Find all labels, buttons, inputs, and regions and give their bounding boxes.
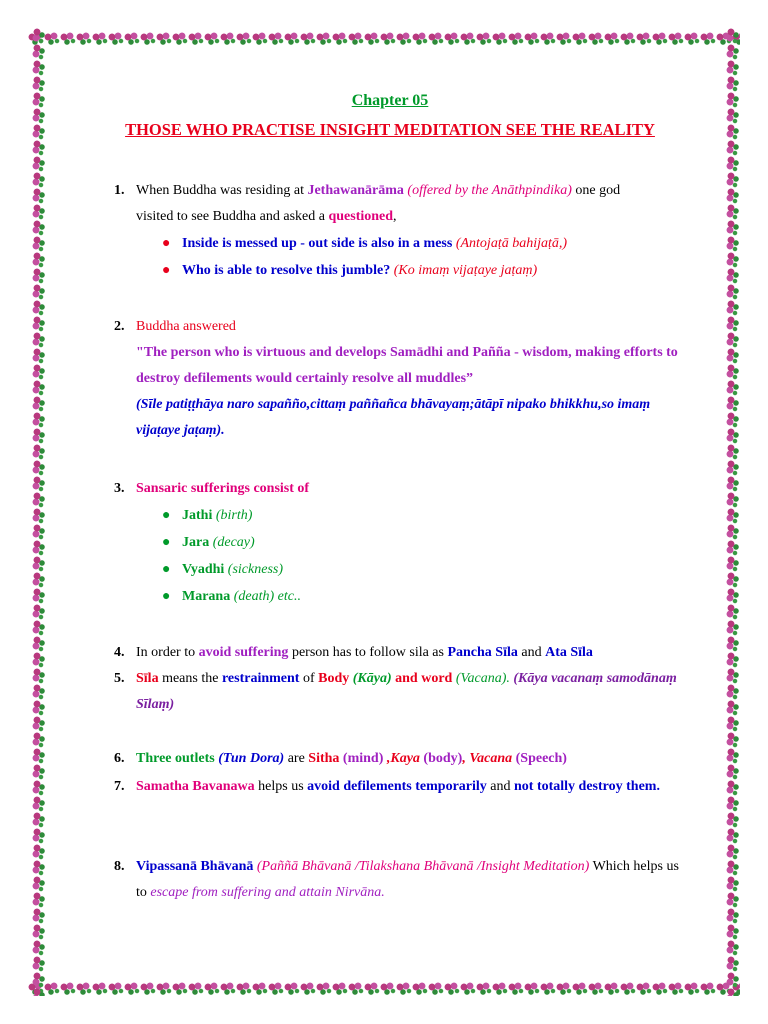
item-heading: Sansaric sufferings consist of (136, 481, 310, 496)
item-heading: Buddha answered (136, 319, 236, 334)
gloss: (birth) (212, 508, 253, 523)
chapter-header (100, 92, 680, 140)
bullet-icon: ● (162, 236, 171, 251)
highlight: escape from suffering and attain Nirvāna. (150, 885, 385, 900)
place-name: Jethawanārāma (307, 183, 404, 198)
bullet-item (162, 556, 680, 583)
pali-text: (Tun Dora) (214, 751, 285, 766)
bullet-icon: ● (162, 562, 171, 577)
list-item-3 (114, 476, 680, 610)
quote-text: "The person who is virtuous and develops Samādhi and Pañña - wisdom, making efforts to destroy defilements would certainly resolve all muddles” (136, 345, 678, 386)
item-number: 8. (114, 859, 125, 874)
chapter-title: THOSE WHO PRACTISE INSIGHT MEDITATION SEE THE REALITY (125, 120, 655, 139)
highlight: Vipassanā Bhāvanā (136, 859, 254, 874)
highlight: , Vacana (462, 751, 513, 766)
flower-border-left (28, 28, 46, 996)
item-number: 3. (114, 481, 125, 496)
text: person has to follow sila as (288, 645, 448, 660)
pali-text: (Paññā Bhāvanā /Tilakshana Bhāvanā /Insight Meditation) (253, 859, 590, 874)
bullet-icon: ● (162, 263, 171, 278)
pali-text: (Kāya) (349, 671, 392, 686)
text: visited to see Buddha and asked a (136, 209, 329, 224)
text: one god (571, 183, 621, 198)
list-item-1 (114, 178, 680, 284)
item-number: 2. (114, 319, 125, 334)
highlight: restrainment (221, 671, 300, 686)
bullet-icon: ● (162, 508, 171, 523)
pali-text: (Ko imaṃ vijaṭaye jaṭaṃ) (393, 263, 538, 278)
term: Jara (182, 535, 210, 550)
item-number: 7. (114, 779, 125, 794)
list-item-6 (114, 746, 680, 772)
term: Vyadhi (182, 562, 225, 577)
pali-text: (Kāya vacanaṃ samodānaṃ Sīlaṃ) (136, 671, 677, 712)
highlight: ,Kaya (383, 751, 420, 766)
gloss: (mind) (339, 751, 384, 766)
highlight: Three outlets (136, 751, 215, 766)
text: helps us (254, 779, 308, 794)
gloss: (death) etc.. (230, 589, 301, 604)
bullet-item (162, 529, 680, 556)
term: Jathi (182, 508, 213, 523)
flower-border-bottom (28, 978, 740, 996)
bullet-item (162, 230, 680, 257)
text: means the (158, 671, 222, 686)
highlight: avoid suffering (198, 645, 289, 660)
item-number: 6. (114, 751, 125, 766)
item-number: 5. (114, 671, 125, 686)
pali-text: (Vacana). (452, 671, 510, 686)
text: In order to (136, 645, 199, 660)
list-item-7 (114, 774, 680, 800)
chapter-number: Chapter 05 (351, 92, 429, 109)
item-number: 1. (114, 183, 125, 198)
highlight: Sitha (308, 751, 340, 766)
highlight: Body (318, 671, 350, 686)
text: When Buddha was residing at (136, 183, 308, 198)
gloss: (body) (419, 751, 463, 766)
bullet-icon: ● (162, 589, 171, 604)
highlight: Samatha Bavanawa (136, 779, 255, 794)
list-item-5 (114, 666, 680, 718)
bullet-item (162, 502, 680, 529)
text: Which helps us to (136, 859, 679, 900)
highlight: questioned (328, 209, 394, 224)
text: are (284, 751, 309, 766)
bullet-text: Who is able to resolve this jumble? (182, 263, 394, 278)
highlight: avoid defilements temporarily (307, 779, 487, 794)
highlight: and word (391, 671, 453, 686)
gloss: (sickness) (224, 562, 283, 577)
list-item-4 (114, 640, 680, 666)
gloss: (Speech) (512, 751, 567, 766)
item-number: 4. (114, 645, 125, 660)
pali-text: (Antojaṭā bahijaṭā,) (455, 236, 568, 251)
flower-border-right (722, 28, 740, 996)
highlight: not totally destroy them. (514, 779, 660, 794)
gloss: (decay) (209, 535, 255, 550)
note: (offered by the Anāthpindika) (403, 183, 572, 198)
bullet-text: Inside is messed up - out side is also in a mess (182, 236, 456, 251)
list-item-2 (114, 314, 680, 444)
highlight: Sīla (136, 671, 159, 686)
bullet-item (162, 583, 680, 610)
text: of (299, 671, 319, 686)
bullet-icon: ● (162, 535, 171, 550)
term: Marana (182, 589, 231, 604)
bullet-item (162, 257, 680, 284)
text: and (486, 779, 514, 794)
highlight: Ata Sīla (545, 645, 593, 660)
list-item-8 (114, 854, 680, 906)
text: , (393, 209, 397, 224)
highlight: Pancha Sīla (447, 645, 518, 660)
text: and (517, 645, 546, 660)
flower-border-top (28, 28, 740, 46)
pali-text: (Sīle patiṭṭhāya naro sapañño,cittaṃ paññañca bhāvayaṃ;ātāpī nipako bhikkhu,so imaṃ vijaṭaye jaṭaṃ). (136, 397, 651, 438)
